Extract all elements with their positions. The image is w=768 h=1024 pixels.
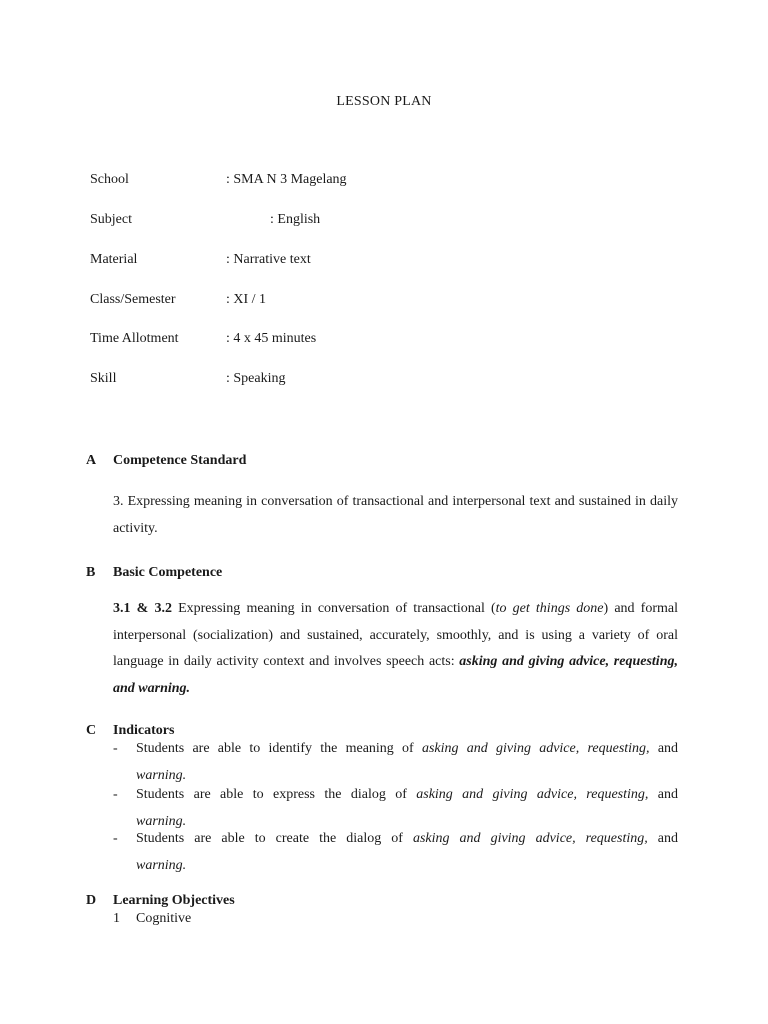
indicator-italic: asking and giving advice, requesting, [416, 787, 649, 802]
competence-text-part: ) and formal interpersonal (socialization) and sustained, accurately, smoothly, and is using a variety of oral language in daily activity context and involves speech acts: [113, 601, 678, 669]
bullet-dash: - [113, 787, 118, 802]
info-label-material: Material [90, 252, 138, 267]
section-letter: D [86, 893, 97, 908]
indicator-text: and [657, 741, 679, 756]
info-value-time-allotment: : 4 x 45 minutes [226, 331, 317, 346]
indicator-italic: warning. [136, 813, 187, 829]
competence-text-part: Expressing meaning in conversation of transactional ( [171, 601, 496, 616]
section-heading: Learning Objectives [113, 893, 235, 908]
indicator-italic: asking and giving advice, requesting, [412, 831, 648, 846]
objective-number: 1 [113, 911, 120, 926]
section-heading: Competence Standard [113, 453, 247, 468]
info-value-subject: : English [270, 212, 321, 227]
indicator-text: Students are able to identify the meaning of [136, 741, 414, 756]
info-value-class-semester: : XI / 1 [226, 292, 267, 307]
indicator-item [136, 826, 678, 879]
indicator-italic: warning. [136, 857, 187, 873]
bullet-dash: - [113, 741, 118, 756]
info-label-class-semester: Class/Semester [90, 292, 176, 307]
info-label-subject: Subject [90, 212, 132, 227]
info-label-time-allotment: Time Allotment [90, 331, 179, 346]
info-label-school: School [90, 172, 129, 187]
competence-italic-phrase: to get things done [495, 601, 604, 616]
indicator-text: and [657, 787, 678, 802]
section-letter: C [86, 723, 97, 738]
document-title: LESSON PLAN [336, 94, 432, 109]
speech-acts-phrase: asking and giving advice, requesting, and warning. [113, 654, 678, 696]
section-heading: Basic Competence [113, 565, 223, 580]
section-letter: A [86, 453, 97, 468]
section-heading: Indicators [113, 723, 175, 738]
section-letter: B [86, 565, 96, 580]
competence-standard-text: 3. Expressing meaning in conversation of transactional and interpersonal text and sustained in daily activity. [113, 494, 678, 536]
bullet-dash: - [113, 831, 118, 846]
indicator-text: Students are able to express the dialog of [136, 787, 407, 802]
indicator-text: and [657, 831, 678, 846]
objective-label: Cognitive [136, 911, 192, 926]
info-label-skill: Skill [90, 371, 117, 386]
info-value-skill: : Speaking [226, 371, 286, 386]
indicator-italic: warning. [136, 767, 187, 783]
competence-number: 3.1 & 3.2 [113, 601, 172, 616]
info-value-material: : Narrative text [226, 252, 311, 267]
basic-competence-text [113, 596, 678, 702]
indicator-italic: asking and giving advice, requesting, [421, 741, 650, 756]
info-value-school: : SMA N 3 Magelang [226, 172, 347, 187]
indicator-text: Students are able to create the dialog of [136, 831, 403, 846]
